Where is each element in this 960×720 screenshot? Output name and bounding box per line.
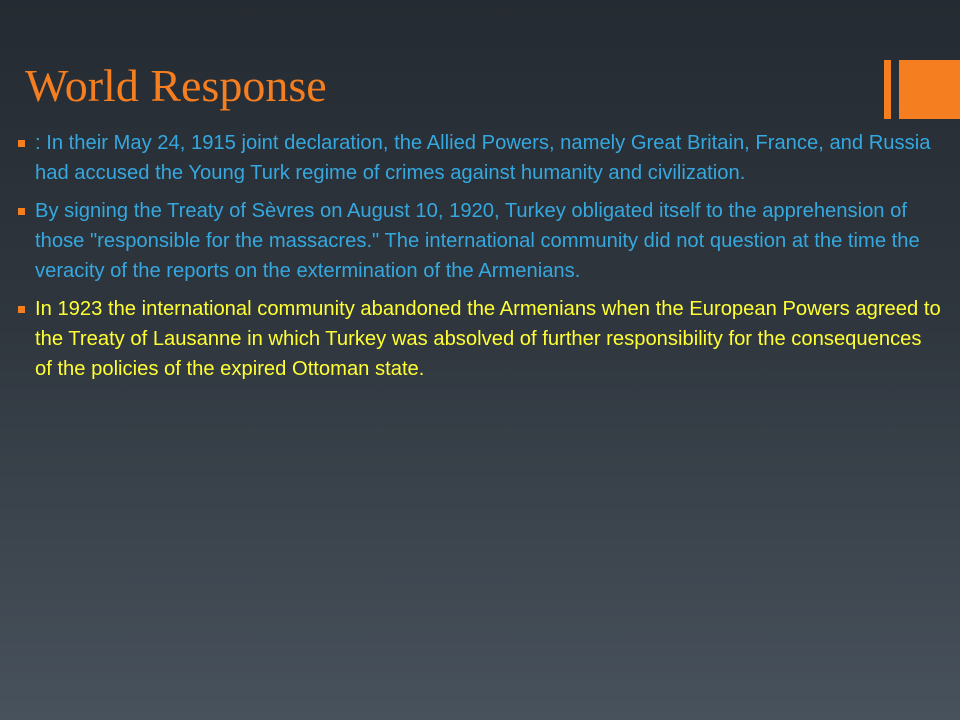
bullet-item-2 bbox=[18, 196, 943, 286]
slide-title: World Response bbox=[25, 60, 327, 111]
corner-accent-decoration bbox=[884, 60, 960, 119]
bullet-text-1: : In their May 24, 1915 joint declaration, the Allied Powers, namely Great Britain, France, and Russia had accused the Young Turk regime of crimes against humanity and civilization. bbox=[35, 132, 931, 184]
bullet-item-3 bbox=[18, 294, 943, 384]
square-bullet-icon bbox=[18, 306, 25, 313]
bullet-item-1 bbox=[18, 128, 943, 188]
bullet-list bbox=[18, 128, 943, 392]
bullet-text-2: By signing the Treaty of Sèvres on August 10, 1920, Turkey obligated itself to the apprehension of those "responsible for the massacres." The international community did not question at the time the veracity of the reports on the extermination of the Armenians. bbox=[35, 200, 920, 282]
square-bullet-icon bbox=[18, 140, 25, 147]
bullet-text-3: In 1923 the international community abandoned the Armenians when the European Powers agreed to the Treaty of Lausanne in which Turkey was absolved of further responsibility for the consequences of the policies of the expired Ottoman state. bbox=[35, 298, 941, 380]
square-bullet-icon bbox=[18, 208, 25, 215]
accent-bar-thin bbox=[884, 60, 891, 119]
accent-bar-thick bbox=[899, 60, 960, 119]
